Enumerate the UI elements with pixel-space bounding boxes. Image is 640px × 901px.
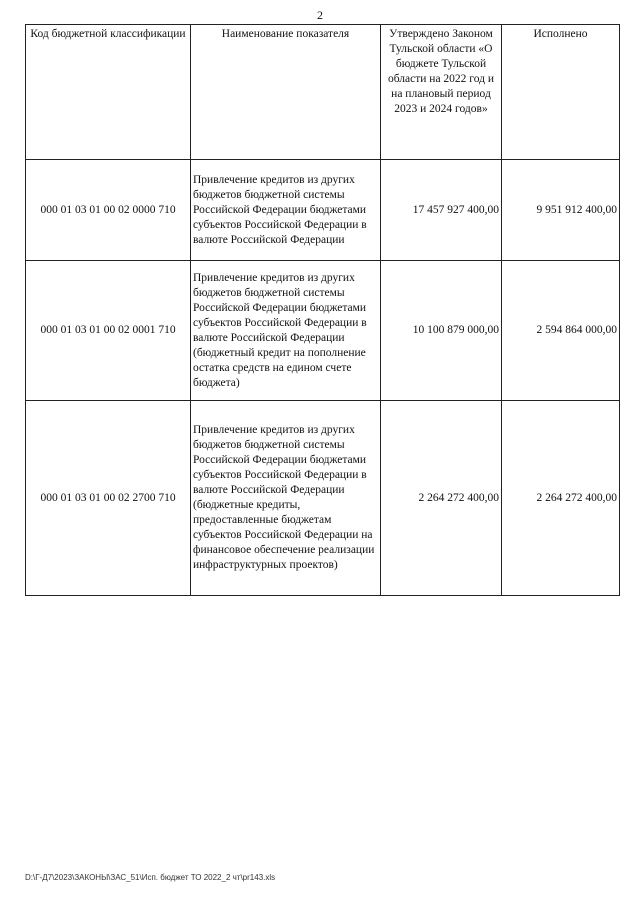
cell-approved: 2 264 272 400,00: [381, 401, 502, 596]
footer-file-path: D:\Г-Д7\2023\ЗАКОНЫ\ЗАС_51\Исп. бюджет ТО 2022_2 чт\pr143.xls: [25, 873, 276, 882]
header-approved: Утверждено Законом Тульской области «О бюджете Тульской области на 2022 год и на плановый период 2023 и 2024 годов»: [381, 25, 502, 160]
cell-code: 000 01 03 01 00 02 0000 710: [26, 160, 191, 261]
budget-table: [25, 24, 620, 596]
cell-executed: 2 264 272 400,00: [502, 401, 620, 596]
cell-name: Привлечение кредитов из других бюджетов бюджетной системы Российской Федерации бюджетами субъектов Российской Федерации в валюте Российской Федерации: [191, 160, 381, 261]
header-code: Код бюджетной классификации: [26, 25, 191, 160]
cell-executed: 9 951 912 400,00: [502, 160, 620, 261]
cell-approved: 10 100 879 000,00: [381, 261, 502, 401]
cell-name: Привлечение кредитов из других бюджетов бюджетной системы Российской Федерации бюджетами субъектов Российской Федерации в валюте Российской Федерации (бюджетные кредиты, предоставленные бюджетам субъектов Российской Федерации на финансовое обеспечение реализации инфраструктурных проектов): [191, 401, 381, 596]
cell-code: 000 01 03 01 00 02 0001 710: [26, 261, 191, 401]
table-row: [26, 160, 620, 261]
cell-name: Привлечение кредитов из других бюджетов бюджетной системы Российской Федерации бюджетами субъектов Российской Федерации в валюте Российской Федерации (бюджетный кредит на пополнение остатка средств на едином счете бюджета): [191, 261, 381, 401]
page-number: 2: [317, 8, 323, 22]
header-executed: Исполнено: [502, 25, 620, 160]
table-row: [26, 401, 620, 596]
table-row: [26, 261, 620, 401]
cell-code: 000 01 03 01 00 02 2700 710: [26, 401, 191, 596]
cell-executed: 2 594 864 000,00: [502, 261, 620, 401]
header-name: Наименование показателя: [191, 25, 381, 160]
table-header-row: [26, 25, 620, 160]
cell-approved: 17 457 927 400,00: [381, 160, 502, 261]
